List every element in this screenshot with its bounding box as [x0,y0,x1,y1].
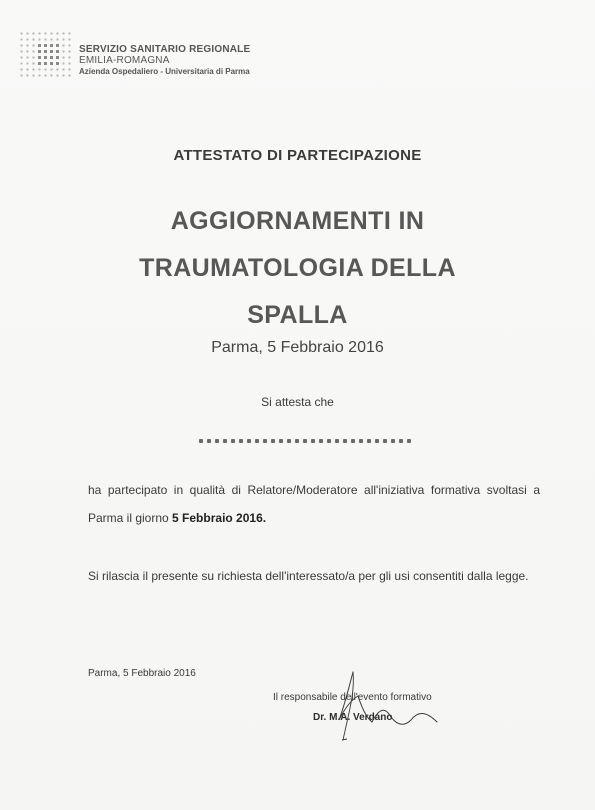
logo-dot-grid-icon [20,32,74,80]
participation-text: ha partecipato in qualità di Relatore/Moderatore all'iniziativa formativa svoltasi a Parma il giorno [88,483,540,525]
participant-name-placeholder [199,437,411,445]
org-name-line2: EMILIA-ROMAGNA [79,55,170,66]
footer-place-date: Parma, 5 Febbraio 2016 [88,668,196,679]
course-title-line: SPALLA [247,301,348,329]
placeholder-dot [319,439,323,443]
release-paragraph: Si rilascia il presente su richiesta dell'interessato/a per gli usi consentiti dalla legge. [88,569,529,583]
placeholder-dot [367,439,371,443]
placeholder-dot [271,439,275,443]
responsible-label: Il responsabile dell'evento formativo [273,692,432,703]
placeholder-dot [327,439,331,443]
placeholder-dot [231,439,235,443]
certificate-heading: ATTESTATO DI PARTECIPAZIONE [173,147,422,164]
placeholder-dot [207,439,211,443]
placeholder-dot [223,439,227,443]
placeholder-dot [311,439,315,443]
placeholder-dot [239,439,243,443]
placeholder-dot [391,439,395,443]
organization-block [79,44,250,77]
course-title-line: TRAUMATOLOGIA DELLA [139,254,456,282]
placeholder-dot [287,439,291,443]
placeholder-dot [375,439,379,443]
org-name-line1: SERVIZIO SANITARIO REGIONALE [79,44,251,55]
placeholder-dot [383,439,387,443]
placeholder-dot [263,439,267,443]
participation-date: 5 Febbraio 2016. [172,511,267,525]
placeholder-dot [335,439,339,443]
attestation-intro: Si attesta che [261,395,334,409]
placeholder-dot [279,439,283,443]
placeholder-dot [407,439,411,443]
placeholder-dot [351,439,355,443]
placeholder-dot [199,439,203,443]
placeholder-dot [303,439,307,443]
placeholder-dot [255,439,259,443]
placeholder-dot [343,439,347,443]
placeholder-dot [359,439,363,443]
signer-name: Dr. M.A. Verdano [313,712,393,723]
handwritten-signature [325,662,455,752]
course-title [0,198,595,339]
participation-paragraph [88,476,540,532]
placeholder-dot [399,439,403,443]
course-title-line: AGGIORNAMENTI IN [170,207,425,235]
placeholder-dot [295,439,299,443]
placeholder-dot [247,439,251,443]
placeholder-dot [215,439,219,443]
event-date: Parma, 5 Febbraio 2016 [211,339,384,356]
org-name-line3: Azienda Ospedaliero - Universitaria di Parma [79,67,250,76]
